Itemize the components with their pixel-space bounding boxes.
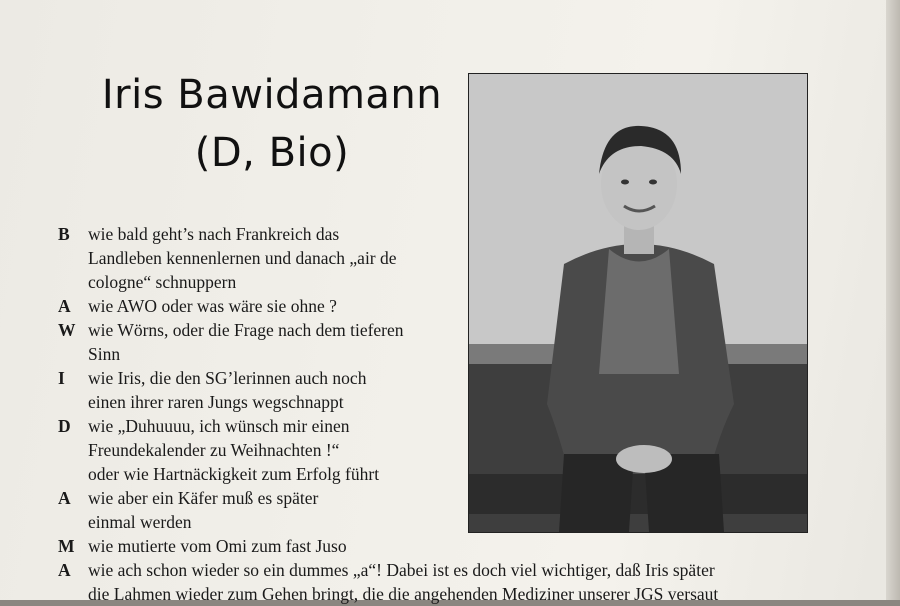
acrostic-list [58, 222, 838, 606]
person-subjects: (D, Bio) [194, 130, 350, 176]
entry-text: wie aber ein Käfer muß es später einmal werden [88, 488, 319, 532]
entry-letter: I [58, 368, 65, 388]
entry-letter: B [58, 224, 70, 244]
page-title [62, 66, 482, 182]
acrostic-entry [58, 366, 838, 414]
acrostic-entry [58, 534, 838, 558]
entry-letter: D [58, 416, 71, 436]
entry-text: wie „Duhuuuu, ich wünsch mir einen Freundekalender zu Weihnachten !“ oder wie Hartnäckigkeit zum Erfolg führt [88, 416, 380, 484]
acrostic-entry [58, 414, 838, 486]
entry-text: wie Wörns, oder die Frage nach dem tieferen Sinn [88, 320, 404, 364]
person-name: Iris Bawidamann [101, 72, 443, 118]
acrostic-entry [58, 486, 838, 534]
acrostic-entry [58, 294, 838, 318]
entry-letter: W [58, 320, 76, 340]
entry-letter: A [58, 488, 71, 508]
entry-letter: A [58, 560, 71, 580]
entry-text: wie Iris, die den SG’lerinnen auch noch einen ihrer raren Jungs wegschnappt [88, 368, 367, 412]
acrostic-entry [58, 558, 838, 606]
entry-text: wie AWO oder was wäre sie ohne ? [88, 296, 337, 316]
entry-letter: M [58, 536, 75, 556]
entry-text: wie bald geht’s nach Frankreich das Landleben kennenlernen und danach „air de cologne“ schnuppern [88, 224, 397, 292]
acrostic-entry [58, 222, 838, 294]
entry-letter: A [58, 296, 71, 316]
entry-text: wie ach schon wieder so ein dummes „a“! Dabei ist es doch viel wichtiger, daß Iris später die Lahmen wieder zum Gehen bringt, die die angehenden Mediziner unserer JGS versaut [88, 560, 719, 604]
acrostic-entry [58, 318, 838, 366]
page-edge [886, 0, 900, 600]
entry-text: wie mutierte vom Omi zum fast Juso [88, 536, 347, 556]
